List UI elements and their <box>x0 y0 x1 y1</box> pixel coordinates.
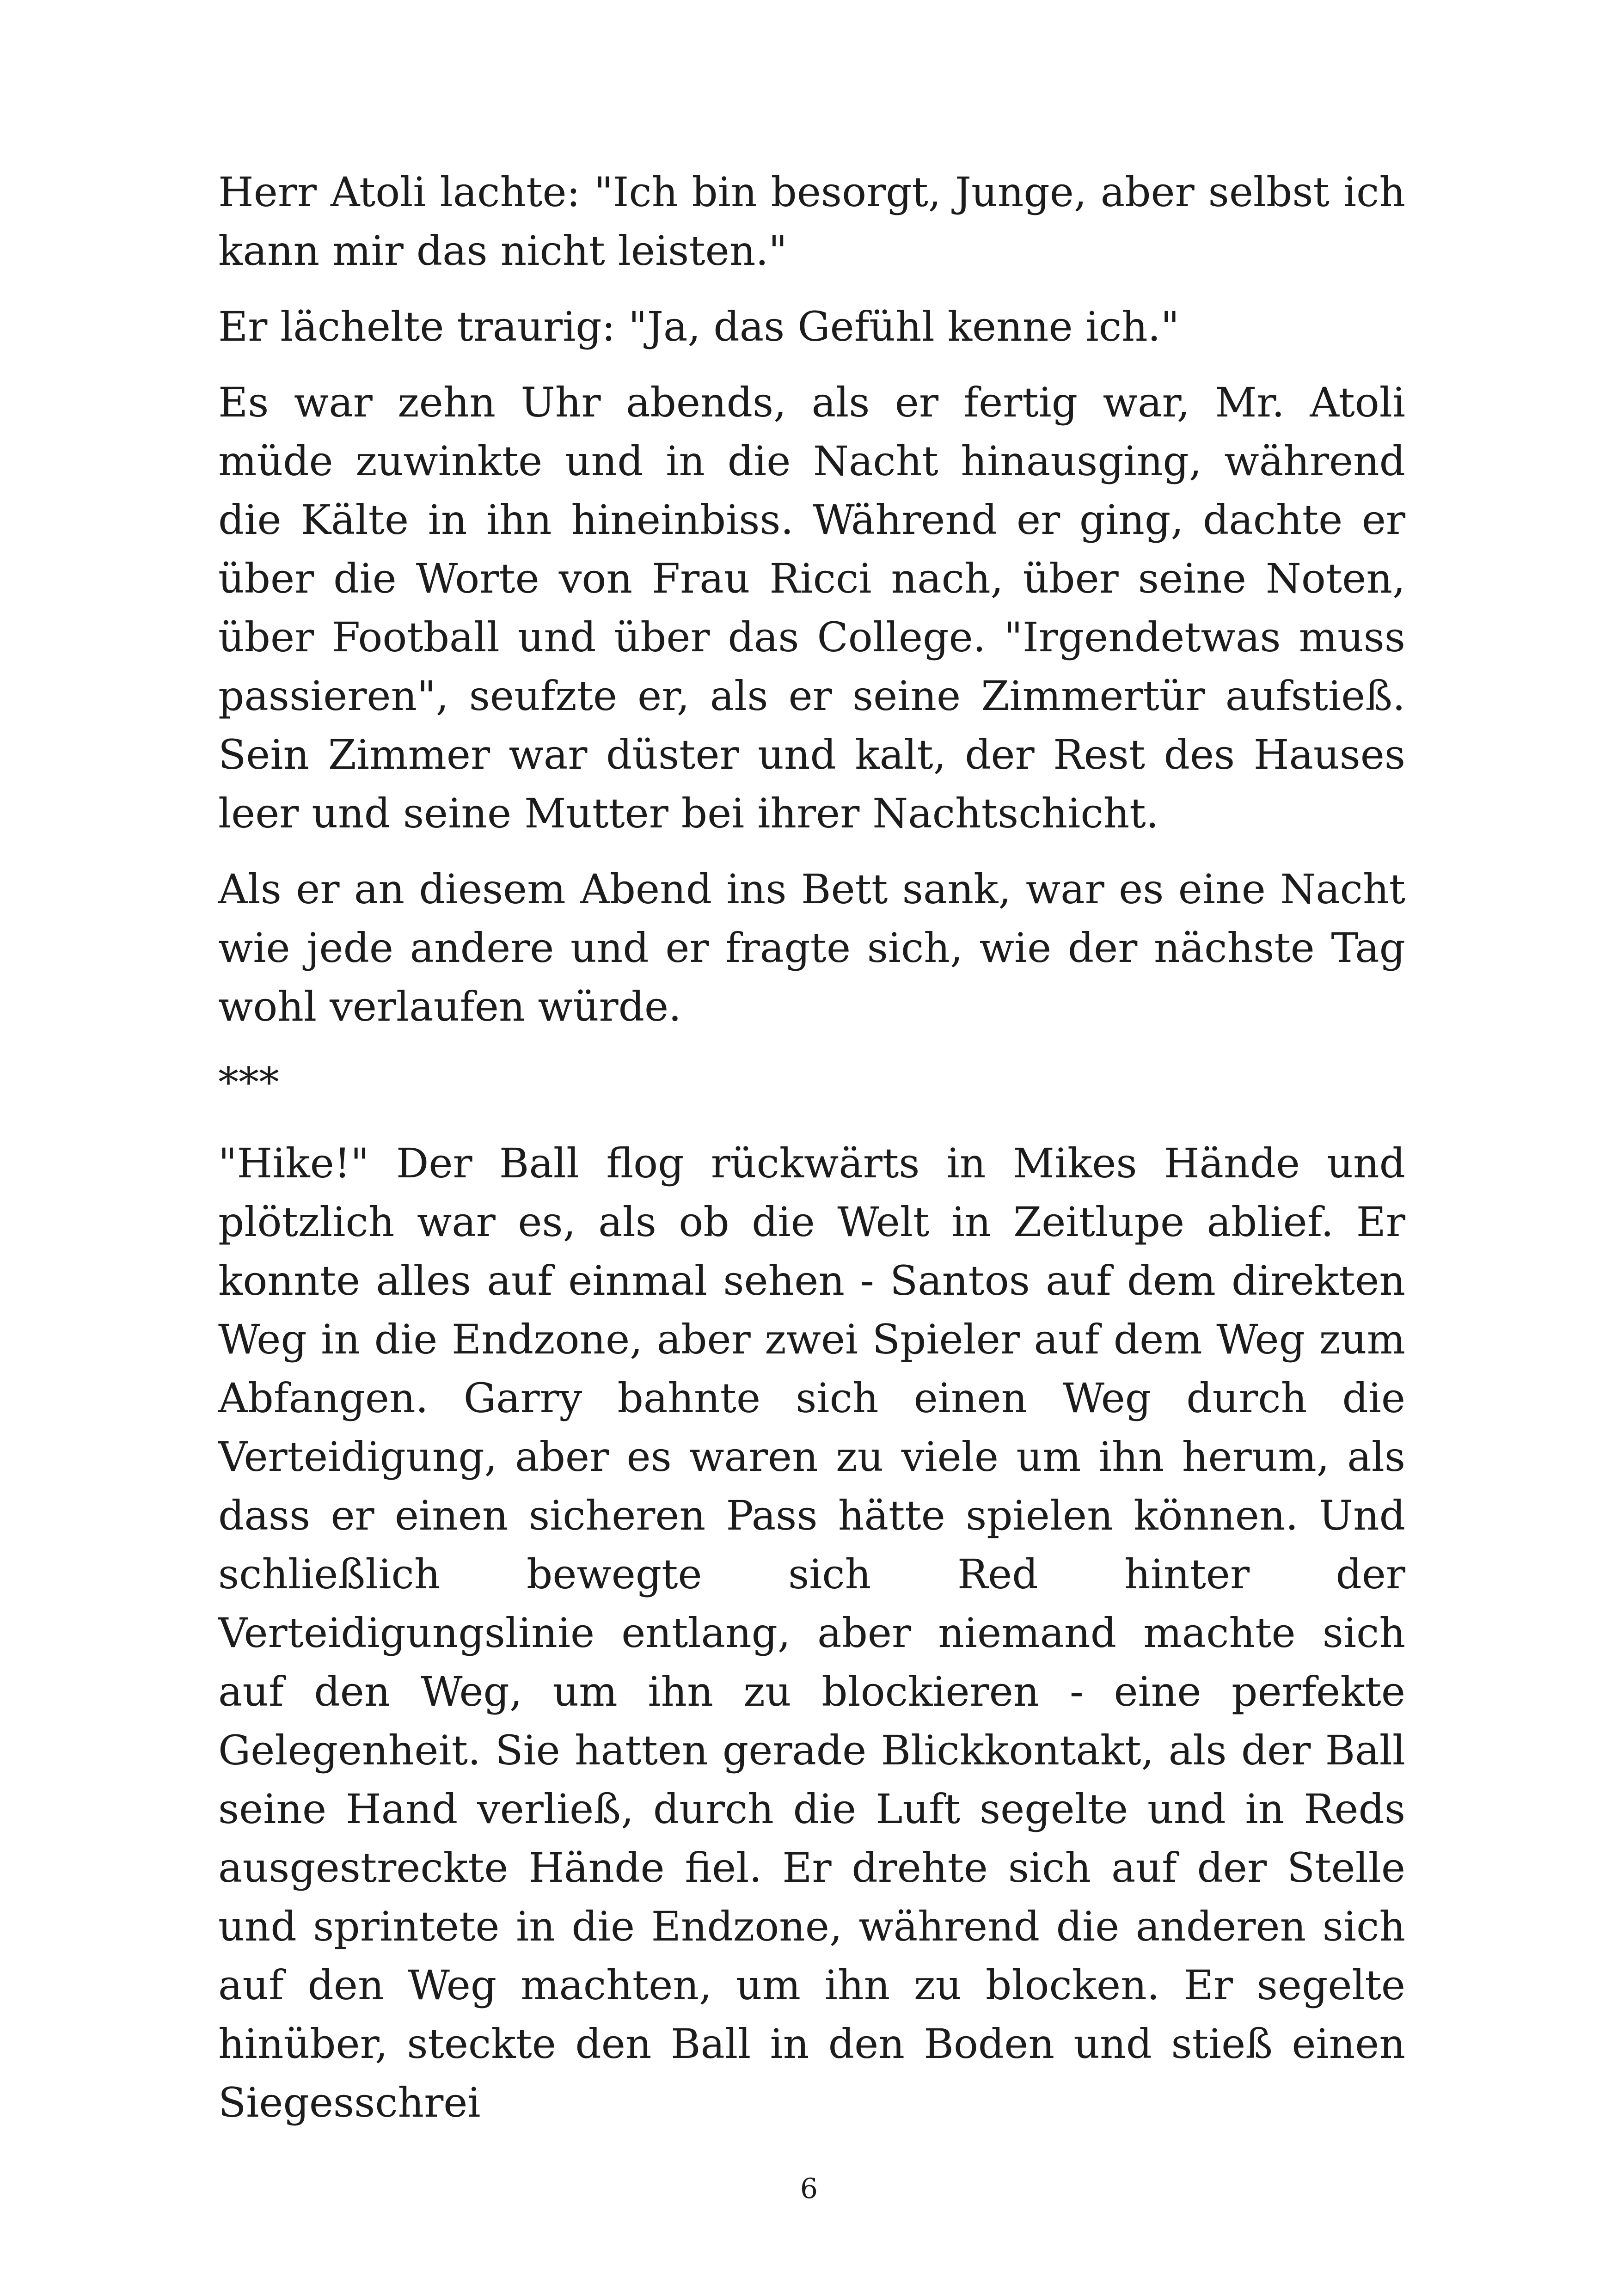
paragraph-ins-bett-sank: Als er an diesem Abend ins Bett sank, war es eine Nacht wie jede andere und er fragte sich, wie der nächste Tag wohl verlaufen würde. <box>218 865 1405 1030</box>
section-separator: *** <box>218 1059 279 1106</box>
paragraph-er-laechelte: Er lächelte traurig: "Ja, das Gefühl kenne ich." <box>218 303 1180 350</box>
paragraph-herr-atoli-lachte: Herr Atoli lachte: "Ich bin besorgt, Junge, aber selbst ich kann mir das nicht leisten." <box>218 168 1405 275</box>
page-number: 6 <box>800 2173 818 2205</box>
body-text <box>218 163 1405 2149</box>
paragraph-hike: "Hike!" Der Ball flog rückwärts in Mikes Hände und plötzlich war es, als ob die Welt in Zeitlupe ablief. Er konnte alles auf einmal sehen - Santos auf dem direkten Weg in die Endzone, aber zwei Spieler auf dem Weg zum Abfangen. Garry bahnte sich einen Weg durch die Verteidigung, aber es waren zu viele um ihn herum, als dass er einen sicheren Pass hätte spielen können. Und schließlich bewegte sich Red hinter der Verteidigungslinie entlang, aber niemand machte sich auf den Weg, um ihn zu blockieren - eine perfekte Gelegenheit. Sie hatten gerade Blickkontakt, als der Ball seine Hand verließ, durch die Luft segelte und in Reds ausgestreckte Hände fiel. Er drehte sich auf der Stelle und sprintete in die Endzone, während die anderen sich auf den Weg machten, um ihn zu blocken. Er segelte hinüber, steckte den Ball in den Boden und stieß einen Siegesschrei <box>218 1139 1405 2126</box>
paragraph-zehn-uhr-abends: Es war zehn Uhr abends, als er fertig war, Mr. Atoli müde zuwinkte und in die Nacht hinausging, während die Kälte in ihn hineinbiss. Während er ging, dachte er über die Worte von Frau Ricci nach, über seine Noten, über Football und über das College. "Irgendetwas muss passieren", seufzte er, als er seine Zimmertür aufstieß. Sein Zimmer war düster und kalt, der Rest des Hauses leer und seine Mutter bei ihrer Nachtschicht. <box>218 379 1405 837</box>
